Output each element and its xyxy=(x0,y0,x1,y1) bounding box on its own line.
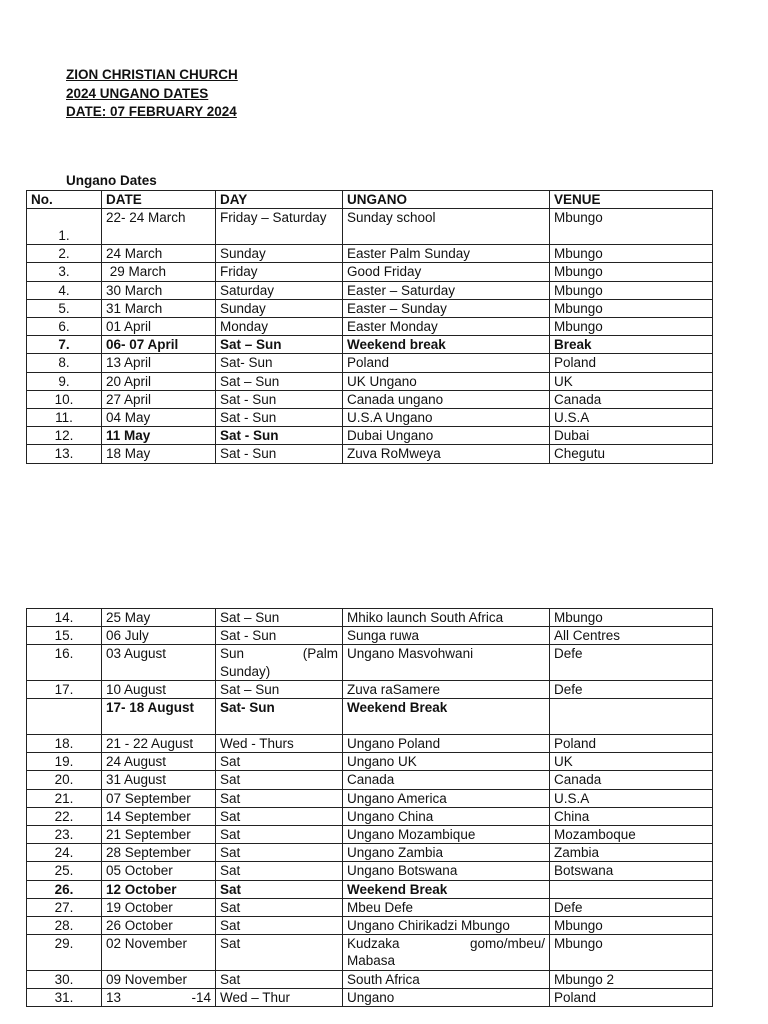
row-venue: Canada xyxy=(550,771,713,789)
row-date: 01 April xyxy=(102,318,216,336)
row-day: Sat xyxy=(216,771,343,789)
row-date: 06- 07 April xyxy=(102,336,216,354)
row-venue: Mbungo xyxy=(550,245,713,263)
row-ungano: Ungano Poland xyxy=(343,735,550,753)
row-number: 14. xyxy=(27,609,102,627)
row-day: Sat- Sun xyxy=(216,354,343,372)
table-row xyxy=(27,753,713,771)
row-day: Sat – Sun xyxy=(216,372,343,390)
row-number: 26. xyxy=(27,880,102,898)
row-date: 21 September xyxy=(102,826,216,844)
row-number: 15. xyxy=(27,627,102,645)
row-ungano: Zuva raSamere xyxy=(343,680,550,698)
row-venue: Defe xyxy=(550,680,713,698)
row-number: 23. xyxy=(27,826,102,844)
table-row xyxy=(27,935,713,970)
table-row xyxy=(27,970,713,988)
row-ungano: South Africa xyxy=(343,970,550,988)
row-day: Wed – Thur xyxy=(216,988,343,1006)
table-row xyxy=(27,988,713,1006)
row-day: Sat - Sun xyxy=(216,409,343,427)
row-day: Sat xyxy=(216,898,343,916)
row-venue: Poland xyxy=(550,988,713,1006)
row-venue: UK xyxy=(550,372,713,390)
row-number: 7. xyxy=(27,336,102,354)
row-date: 27 April xyxy=(102,390,216,408)
row-day: Sunday xyxy=(216,245,343,263)
row-ungano-part: gomo/mbeu/ xyxy=(469,936,545,952)
row-date: 30 March xyxy=(102,281,216,299)
row-number: 27. xyxy=(27,898,102,916)
row-venue: Mbungo xyxy=(550,935,713,970)
row-ungano: Mbeu Defe xyxy=(343,898,550,916)
row-number: 4. xyxy=(27,281,102,299)
row-day-part: Sun xyxy=(220,646,245,662)
row-venue: Poland xyxy=(550,354,713,372)
ungano-dates-table-1 xyxy=(26,190,713,464)
row-venue xyxy=(550,699,713,735)
row-venue: Mbungo xyxy=(550,609,713,627)
row-day: Sat xyxy=(216,789,343,807)
row-venue: Mozamboque xyxy=(550,826,713,844)
row-number: 9. xyxy=(27,372,102,390)
row-day: Friday – Saturday xyxy=(216,209,343,245)
row-number: 25. xyxy=(27,862,102,880)
row-ungano: Easter Monday xyxy=(343,318,550,336)
church-name: ZION CHRISTIAN CHURCH xyxy=(66,67,238,82)
row-number: 30. xyxy=(27,970,102,988)
row-venue: Defe xyxy=(550,898,713,916)
row-day: Sat xyxy=(216,880,343,898)
row-day-line xyxy=(220,645,338,662)
row-ungano: Ungano Botswana xyxy=(343,862,550,880)
row-number: 29. xyxy=(27,935,102,970)
row-day: Friday xyxy=(216,263,343,281)
row-venue: All Centres xyxy=(550,627,713,645)
row-date: 26 October xyxy=(102,917,216,935)
row-date: 09 November xyxy=(102,970,216,988)
row-venue: Mbungo xyxy=(550,263,713,281)
row-date: 13 April xyxy=(102,354,216,372)
column-header-venue: VENUE xyxy=(550,191,713,209)
row-day: Sunday xyxy=(216,299,343,317)
table-row xyxy=(27,354,713,372)
table-row xyxy=(27,318,713,336)
table-header-row xyxy=(27,191,713,209)
row-day: Sat xyxy=(216,862,343,880)
column-header-ungano: UNGANO xyxy=(343,191,550,209)
row-date: 19 October xyxy=(102,898,216,916)
row-number: 1. xyxy=(27,209,102,245)
row-venue: Poland xyxy=(550,735,713,753)
row-venue: Mbungo 2 xyxy=(550,970,713,988)
row-venue: Mbungo xyxy=(550,917,713,935)
table-row xyxy=(27,807,713,825)
document-title: 2024 UNGANO DATES xyxy=(66,85,209,101)
row-ungano: Ungano Masvohwani xyxy=(343,645,550,680)
table-row xyxy=(27,209,713,245)
table-row xyxy=(27,735,713,753)
row-venue xyxy=(550,880,713,898)
row-day: Saturday xyxy=(216,281,343,299)
row-day: Sat - Sun xyxy=(216,427,343,445)
row-ungano: UK Ungano xyxy=(343,372,550,390)
row-number: 10. xyxy=(27,390,102,408)
row-venue: U.S.A xyxy=(550,409,713,427)
row-day: Sat xyxy=(216,935,343,970)
row-date: 24 August xyxy=(102,753,216,771)
row-ungano: Ungano Zambia xyxy=(343,844,550,862)
table-row xyxy=(27,627,713,645)
row-day: Sat - Sun xyxy=(216,627,343,645)
row-ungano xyxy=(343,935,550,970)
table-row xyxy=(27,409,713,427)
table-row xyxy=(27,263,713,281)
row-ungano: Ungano America xyxy=(343,789,550,807)
row-ungano: Ungano Chirikadzi Mbungo xyxy=(343,917,550,935)
row-day: Sat- Sun xyxy=(216,699,343,735)
row-day: Sat – Sun xyxy=(216,336,343,354)
row-venue: Mbungo xyxy=(550,209,713,245)
row-number: 5. xyxy=(27,299,102,317)
row-venue: Zambia xyxy=(550,844,713,862)
row-date: 31 March xyxy=(102,299,216,317)
row-ungano: Sunday school xyxy=(343,209,550,245)
column-header-no: No. xyxy=(27,191,102,209)
row-day: Sat xyxy=(216,826,343,844)
table-row xyxy=(27,372,713,390)
row-date: 04 May xyxy=(102,409,216,427)
row-ungano: Weekend Break xyxy=(343,699,550,735)
table-row xyxy=(27,427,713,445)
row-date: 17- 18 August xyxy=(102,699,216,735)
row-ungano: Good Friday xyxy=(343,263,550,281)
row-ungano: Easter – Saturday xyxy=(343,281,550,299)
table-row xyxy=(27,699,713,735)
row-date: 21 - 22 August xyxy=(102,735,216,753)
row-date: 02 November xyxy=(102,935,216,970)
row-day: Sat xyxy=(216,753,343,771)
row-date: 06 July xyxy=(102,627,216,645)
row-number: 6. xyxy=(27,318,102,336)
row-number: 17. xyxy=(27,680,102,698)
row-day: Sat xyxy=(216,917,343,935)
row-ungano: Ungano China xyxy=(343,807,550,825)
row-date: 28 September xyxy=(102,844,216,862)
row-venue: Defe xyxy=(550,645,713,680)
row-date: 10 August xyxy=(102,680,216,698)
section-label: Ungano Dates xyxy=(66,173,157,188)
row-number: 18. xyxy=(27,735,102,753)
row-venue: Mbungo xyxy=(550,281,713,299)
row-date xyxy=(102,988,216,1006)
row-day: Sat xyxy=(216,970,343,988)
column-header-date: DATE xyxy=(102,191,216,209)
row-ungano: Ungano Mozambique xyxy=(343,826,550,844)
row-venue: Mbungo xyxy=(550,318,713,336)
row-date: 31 August xyxy=(102,771,216,789)
row-date: 07 September xyxy=(102,789,216,807)
row-date: 14 September xyxy=(102,807,216,825)
row-date: 05 October xyxy=(102,862,216,880)
row-number: 19. xyxy=(27,753,102,771)
table-row xyxy=(27,844,713,862)
row-date-part: -14 xyxy=(191,989,211,1005)
row-ungano: Zuva RoMweya xyxy=(343,445,550,463)
row-number: 28. xyxy=(27,917,102,935)
table-row xyxy=(27,826,713,844)
row-ungano: Mhiko launch South Africa xyxy=(343,609,550,627)
row-number: 3. xyxy=(27,263,102,281)
row-date: 24 March xyxy=(102,245,216,263)
table-row xyxy=(27,299,713,317)
row-date: 18 May xyxy=(102,445,216,463)
table-row xyxy=(27,336,713,354)
document-header xyxy=(66,66,238,122)
row-ungano: U.S.A Ungano xyxy=(343,409,550,427)
row-date: 12 October xyxy=(102,880,216,898)
row-number: 8. xyxy=(27,354,102,372)
row-day: Wed - Thurs xyxy=(216,735,343,753)
row-day: Sat xyxy=(216,844,343,862)
row-ungano-part: Mabasa xyxy=(347,953,396,969)
row-date: 11 May xyxy=(102,427,216,445)
table-row xyxy=(27,609,713,627)
table-row xyxy=(27,789,713,807)
row-ungano: Canada xyxy=(343,771,550,789)
row-ungano: Weekend break xyxy=(343,336,550,354)
row-date: 29 March xyxy=(102,263,216,281)
row-venue: Break xyxy=(550,336,713,354)
row-ungano: Easter – Sunday xyxy=(343,299,550,317)
row-venue: Canada xyxy=(550,390,713,408)
row-venue: Mbungo xyxy=(550,299,713,317)
row-ungano: Ungano UK xyxy=(343,753,550,771)
table-row xyxy=(27,390,713,408)
row-day: Sat - Sun xyxy=(216,390,343,408)
ungano-dates-table-2 xyxy=(26,608,713,1007)
table-row xyxy=(27,862,713,880)
row-number: 24. xyxy=(27,844,102,862)
row-venue: U.S.A xyxy=(550,789,713,807)
row-number: 12. xyxy=(27,427,102,445)
row-number: 13. xyxy=(27,445,102,463)
table-row xyxy=(27,445,713,463)
row-day xyxy=(216,645,343,680)
row-date: 20 April xyxy=(102,372,216,390)
row-ungano-line xyxy=(347,935,545,952)
row-date-line xyxy=(106,989,211,1006)
column-header-day: DAY xyxy=(216,191,343,209)
row-ungano-part: Kudzaka xyxy=(347,936,400,952)
row-day: Sat - Sun xyxy=(216,445,343,463)
table-row xyxy=(27,680,713,698)
row-ungano: Weekend Break xyxy=(343,880,550,898)
row-venue: China xyxy=(550,807,713,825)
row-day-part: Sunday) xyxy=(220,663,271,679)
document-date: DATE: 07 FEBRUARY 2024 xyxy=(66,104,237,119)
row-venue: Dubai xyxy=(550,427,713,445)
row-ungano: Ungano xyxy=(343,988,550,1006)
row-number xyxy=(27,699,102,735)
row-date: 25 May xyxy=(102,609,216,627)
row-number: 21. xyxy=(27,789,102,807)
table-row xyxy=(27,771,713,789)
table-row xyxy=(27,917,713,935)
table-row xyxy=(27,281,713,299)
row-venue: Chegutu xyxy=(550,445,713,463)
row-ungano: Dubai Ungano xyxy=(343,427,550,445)
row-number: 11. xyxy=(27,409,102,427)
row-venue: Botswana xyxy=(550,862,713,880)
row-day: Monday xyxy=(216,318,343,336)
row-date: 03 August xyxy=(102,645,216,680)
row-day-part: (Palm xyxy=(302,646,338,662)
table-row xyxy=(27,245,713,263)
row-ungano: Sunga ruwa xyxy=(343,627,550,645)
row-number: 31. xyxy=(27,988,102,1006)
row-venue: UK xyxy=(550,753,713,771)
table-row xyxy=(27,880,713,898)
row-day: Sat xyxy=(216,807,343,825)
row-ungano: Poland xyxy=(343,354,550,372)
row-date: 22- 24 March xyxy=(102,209,216,245)
row-ungano: Easter Palm Sunday xyxy=(343,245,550,263)
table-row xyxy=(27,645,713,680)
row-ungano: Canada ungano xyxy=(343,390,550,408)
row-day: Sat – Sun xyxy=(216,609,343,627)
row-number: 22. xyxy=(27,807,102,825)
row-date-part: 13 xyxy=(106,989,122,1005)
row-number: 2. xyxy=(27,245,102,263)
row-number: 20. xyxy=(27,771,102,789)
table-row xyxy=(27,898,713,916)
row-day: Sat – Sun xyxy=(216,680,343,698)
row-number: 16. xyxy=(27,645,102,680)
